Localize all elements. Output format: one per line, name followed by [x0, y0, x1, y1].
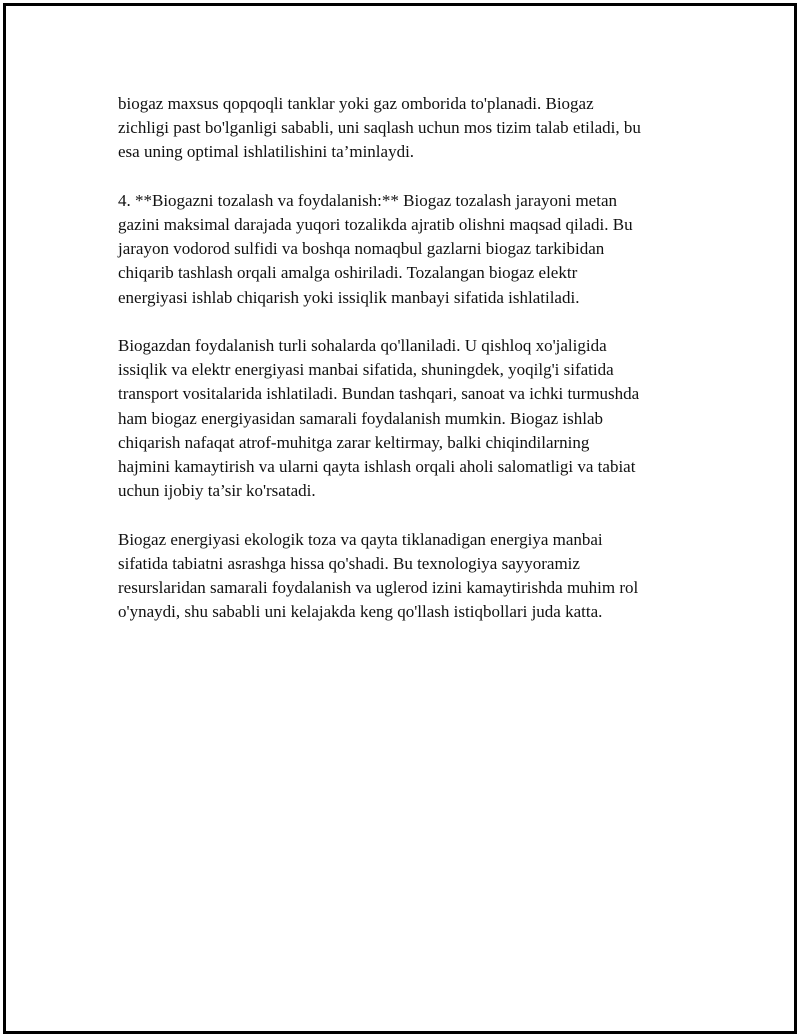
document-body: [118, 92, 698, 649]
paragraph-biogas-ecology: Biogaz energiyasi ekologik toza va qayta tiklanadigan energiya manbai sifatida tabiatni asrashga hissa qo'shadi. Bu texnologiya sayyoramiz resurslaridan samarali foydalanish va uglerod izini kamaytirishda muhim rol o'ynaydi, shu sababli uni kelajakda keng qo'llash istiqbollari juda katta.: [118, 529, 639, 622]
paragraph-biogas-purification: 4. **Biogazni tozalash va foydalanish:** Biogaz tozalash jarayoni metan gazini maksimal darajada yuqori tozalikda ajratib olishni maqsad qiladi. Bu jarayon vodorod sulfidi va boshqa nomaqbul gazlarni biogaz tarkibidan chiqarib tashlash orqali amalga oshiriladi. Tozalangan biogaz elektr energiyasi ishlab chiqarish yoki issiqlik manbayi sifatida ishlatiladi.: [118, 190, 633, 307]
paragraph-biogas-storage: biogaz maxsus qopqoqli tanklar yoki gaz omborida to'planadi. Biogaz zichligi past bo'lganligi sababli, uni saqlash uchun mos tizim talab etiladi, bu esa uning optimal ishlatilishini ta’minlaydi.: [118, 94, 641, 162]
paragraph-biogas-usage: Biogazdan foydalanish turli sohalarda qo'llaniladi. U qishloq xo'jaligida issiqlik va elektr energiyasi manbai sifatida, shuningdek, yoqilg'i sifatida transport vositalarida ishlatiladi. Bundan tashqari, sanoat va ichki turmushda ham biogaz energiyasidan samarali foydalanish mumkin. Biogaz ishlab chiqarish nafaqat atrof-muhitga zarar keltirmay, balki chiqindilarning hajmini kamaytirish va ularni qayta ishlash orqali aholi salomatligi va tabiat uchun ijobiy ta’sir ko'rsatadi.: [118, 336, 640, 501]
